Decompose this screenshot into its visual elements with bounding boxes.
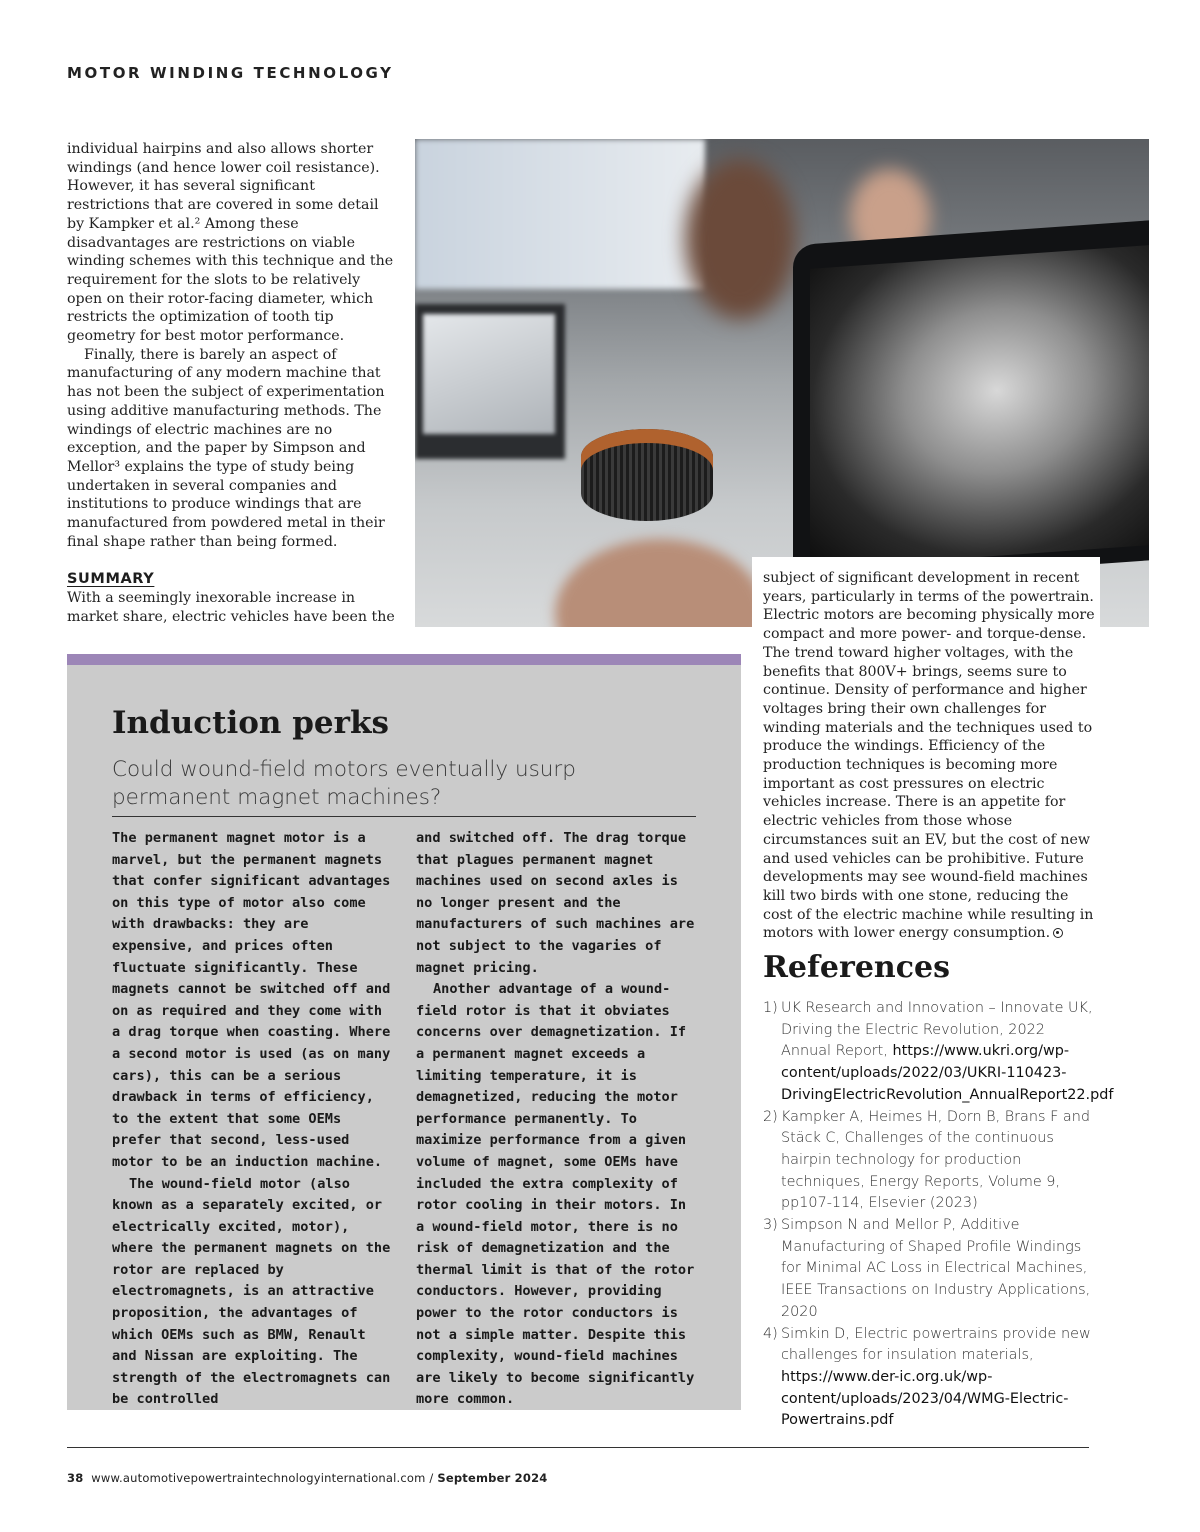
sidebar-column-1 — [112, 828, 397, 1411]
footer-separator: / — [425, 1471, 438, 1485]
reference-number: 2) — [763, 1108, 778, 1125]
sidebar-subtitle: Could wound-field motors eventually usurp permanent magnet machines? — [112, 756, 696, 817]
footer-divider — [67, 1447, 1089, 1448]
hand — [555, 539, 765, 627]
reference-text: UK Research and Innovation – Innovate UK, Driving the Electric Revolution, 2022 Annual Report, — [781, 1000, 1093, 1060]
summary-text-start: With a seemingly inexorable increase in market share, electric vehicles have been the — [67, 590, 395, 625]
sidebar-title: Induction perks — [112, 705, 389, 741]
motor-render-screen — [810, 245, 1149, 569]
summary-text-end: subject of significant development in recent years, particularly in terms of the powertrain. Electric motors are becoming physically more compact and more power- and torque-dense. The trend toward higher voltages, with the benefits that 800V+ brings, seems sure to continue. Density of performance and higher voltages bring their own challenges for winding materials and the techniques used to produce the windings. Efficiency of the production techniques is becoming more important as cost pressures on electric vehicles increase. There is an appetite for electric vehicles from those whose circumstances suit an EV, but the cost of new and used vehicles can be prohibitive. Future developments may see wound-field machines kill two birds with one stone, reducing the cost of the electric machine while resulting in motors with lower energy consumption. — [763, 570, 1095, 942]
reference-link[interactable]: https://www.der-ic.org.uk/wp-content/uploads/2023/04/WMG-Electric-Powertrains.pdf — [781, 1368, 1069, 1429]
reference-item — [763, 1215, 1093, 1324]
sidebar-accent-bar — [67, 654, 741, 665]
sidebar-column-2 — [416, 828, 701, 1411]
summary-continued — [752, 557, 1100, 947]
laptop-screen — [423, 314, 555, 434]
background-screen — [415, 139, 705, 289]
reference-item — [763, 1324, 1093, 1433]
sidebar-box — [67, 665, 741, 1410]
footer — [67, 1471, 547, 1485]
summary-heading: SUMMARY — [67, 571, 155, 587]
sidebar-paragraph: Another advantage of a wound-field rotor is that it obviates concerns over demagnetization. If a permanent magnet exceeds a limiting temperature, it is demagnetized, reducing the motor performance permanently. To maximize performance from a given volume of magnet, some OEMs have included the extra complexity of rotor cooling in their motors. In a wound-field motor, there is no risk of demagnetization and the thermal limit is that of the rotor conductors. However, providing power to the rotor conductors is not a simple matter. Despite this complexity, wound-field machines are likely to become significantly more common. — [416, 981, 695, 1408]
stator-coil — [581, 429, 713, 521]
footer-url[interactable]: www.automotivepowertraintechnologyinternational.com — [91, 1471, 426, 1485]
issue-date: September 2024 — [437, 1471, 548, 1485]
paragraph: individual hairpins and also allows shorter windings (and hence lower coil resistance). However, it has several significant restrictions that are covered in some detail by Kampker et al.² Among these disadvantages are restrictions on viable winding schemes with this technique and the requirement for the slots to be relatively open on their rotor-facing diameter, which restricts the optimization of tooth tip geometry for best motor performance. — [67, 141, 394, 345]
sidebar-paragraph: The permanent magnet motor is a marvel, but the permanent magnets that confer significant advantages on this type of motor also come with drawbacks: they are expensive, and prices often fluctuate significantly. These magnets cannot be switched off and on as required and they come with a drag torque when coasting. Where a second motor is used (as on many cars), this can be a serious drawback in terms of efficiency, to the extent that some OEMs prefer that second, less-used motor to be an induction machine. — [112, 830, 391, 1170]
reference-number: 1) — [763, 1000, 778, 1016]
sidebar-paragraph: The wound-field motor (also known as a separately excited, or electrically excited, motor), where the permanent magnets on the rotor are replaced by electromagnets, is an attractive proposition, the advantages of which OEMs such as BMW, Renault and Nissan are exploiting. The strength of the electromagnets can be controlled — [112, 1175, 391, 1408]
references-list — [763, 998, 1114, 1432]
reference-link[interactable]: https://www.ukri.org/wp-content/uploads/2022/03/UKRI-110423-DrivingElectricRevolution_AnnualReport22.pdf — [781, 1043, 1114, 1103]
reference-item — [763, 998, 1114, 1107]
paragraph: Finally, there is barely an aspect of manufacturing of any modern machine that has not been the subject of experimentation using additive manufacturing methods. The windings of electric machines are no exception, and the paper by Simpson and Mellor³ explains the type of study being undertaken in several companies and institutions to produce windings that are manufactured from powdered metal in their final shape rather than being formed. — [67, 346, 385, 550]
reference-text: Kampker A, Heimes H, Dorn B, Brans F and Stäck C, Challenges of the continuous hairpin technology for production techniques, Energy Reports, Volume 9, pp107-114, Elsevier (2023) — [781, 1108, 1090, 1212]
reference-text: Simkin D, Electric powertrains provide new challenges for insulation materials, — [781, 1325, 1091, 1364]
sidebar-paragraph: and switched off. The drag torque that plagues permanent magnet machines used on second axles is no longer present and the manufacturers of such machines are not subject to the vagaries of magnet pricing. — [416, 830, 695, 976]
reference-number: 4) — [763, 1325, 778, 1342]
reference-item — [763, 1107, 1093, 1216]
references-title: References — [763, 950, 950, 985]
reference-number: 3) — [763, 1217, 778, 1234]
blurred-person — [685, 159, 795, 319]
end-of-article-icon — [1053, 928, 1063, 938]
summary-section — [67, 570, 397, 626]
article-photo — [415, 139, 1149, 627]
section-label: MOTOR WINDING TECHNOLOGY — [67, 64, 394, 82]
page-number: 38 — [67, 1471, 84, 1485]
left-column-text — [67, 140, 395, 551]
reference-text: Simpson N and Mellor P, Additive Manufacturing of Shaped Profile Windings for Minimal AC Loss in Electrical Machines, IEEE Transactions on Industry Applications, 2020 — [781, 1217, 1091, 1320]
